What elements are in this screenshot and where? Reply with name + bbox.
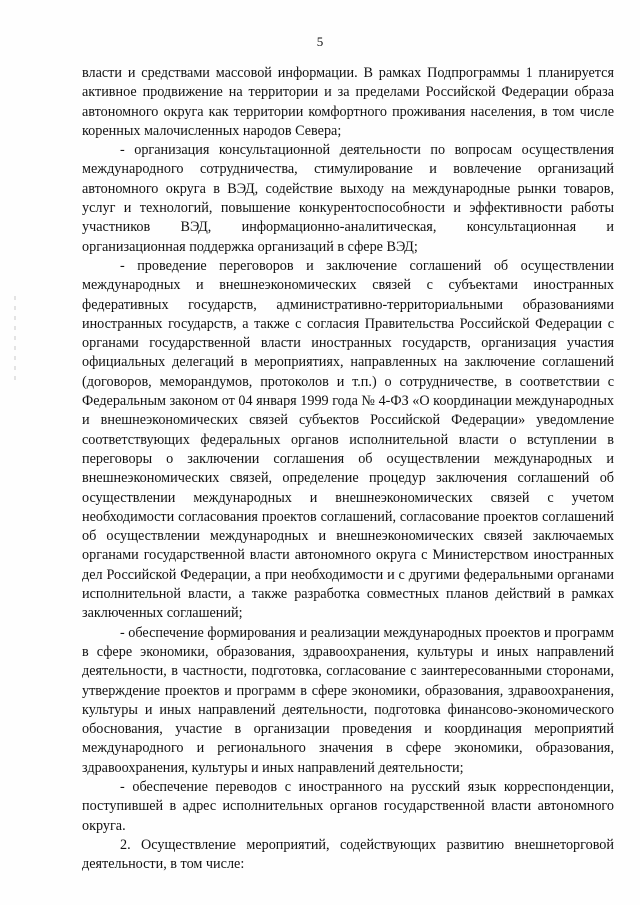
paragraph-translations: - обеспечение переводов с иностранного на русский язык корреспонденции, поступившей в адрес исполнительных органов государственной власти автономного округа. (82, 778, 614, 834)
document-body (82, 64, 614, 874)
page-number: 5 (316, 34, 324, 49)
paragraph-negotiations: - проведение переговоров и заключение соглашений об осуществлении международных и внешнеэкономических связей с субъектами иностранных федеративных государств, административно-территориальными образованиями иностранных государств, а также с согласия Правительства Российской Федерации с органами государственной власти иностранных государств, организация участия официальных делегаций в мероприятиях, направленных на заключение соглашений (договоров, меморандумов, протоколов и т.п.) о сотрудничестве, в соответствии с Федеральным законом от 04 января 1999 года № 4-ФЗ «О координации международных и внешнеэкономических связей субъектов Российской Федерации» уведомление соответствующих федеральных органов исполнительной власти о вступлении в переговоры о заключении соглашения об осуществлении международных и внешнеэкономических связей, определение процедур заключения соглашений об осуществлении международных и внешнеэкономических связей с учетом необходимости согласования проектов соглашений, согласование проектов соглашений об осуществлении международных и внешнеэкономических связей заключаемых органами государственной власти автономного округа с Министерством иностранных дел Российской Федерации, а при необходимости и с другими федеральными органами исполнительной власти, а также разработка совместных планов действий в рамках заключенных соглашений; (82, 257, 614, 622)
paragraph-consulting: - организация консультационной деятельности по вопросам осуществления международного сотрудничества, стимулирование и вовлечение организаций автономного округа в ВЭД, содействие выходу на международные рынки товаров, услуг и технологий, повышение конкурентоспособности и эффективности работы участников ВЭД, информационно-аналитическая, консультационная и организационная поддержка организаций в сфере ВЭД; (82, 142, 614, 255)
paragraph-international-projects: - обеспечение формирования и реализации международных проектов и программ в сфере экономики, образования, здравоохранения, культуры и иных направлений деятельности, в частности, подготовка, согласование с заинтересованными сторонами, утверждение проектов и программ в сфере экономики, образования, здравоохранения, культуры и иных направлений деятельности, подготовка финансово-экономического обоснования, участие в организации проведения и координация мероприятий международного и регионального значения в сфере экономики, образования, здравоохранения, культуры и иных направлений деятельности; (82, 624, 614, 776)
paragraph-continuation: власти и средствами массовой информации. В рамках Подпрограммы 1 планируется активное продвижение на территории и за пределами Российской Федерации образа автономного округа как территории комфортного проживания населения, в том числе коренных малочисленных народов Севера; (82, 65, 614, 139)
margin-scan-mark (12, 296, 18, 386)
paragraph-foreign-trade: 2. Осуществление мероприятий, содействующих развитию внешнеторговой деятельности, в том числе: (82, 836, 614, 873)
